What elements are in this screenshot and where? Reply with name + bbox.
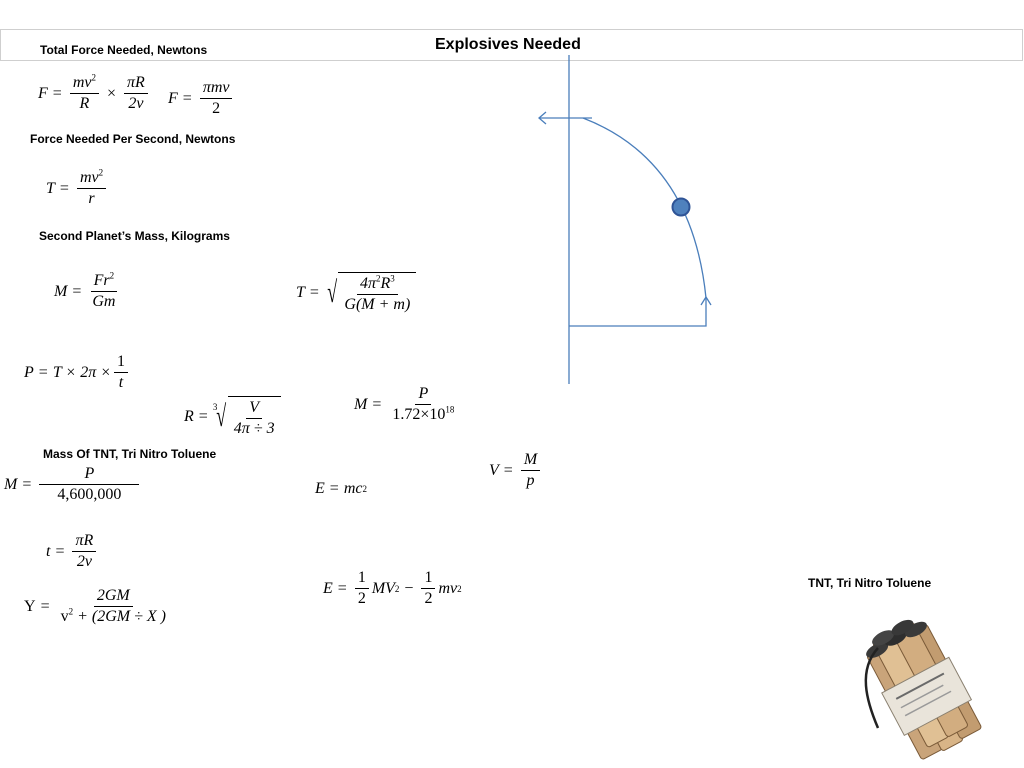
equation-orbital-period: T = √ $\frac{4\pi^2R^3}{G(M + m)}$ — [296, 272, 416, 314]
orbit-arc — [583, 118, 706, 298]
total-force-label: Total Force Needed, Newtons — [40, 43, 208, 57]
equation-kinetic-energy: E = $\frac{1}{2}$ MV 2 − $\frac{1}{2}$ mv 2 — [323, 569, 462, 607]
tangent-arrowhead — [539, 112, 546, 124]
equation-total-force: F = $\frac{mv^2}{R}$ × $\frac{\pi R}{2v}$ — [38, 74, 151, 113]
equation-tnt-mass: M = $\frac{P}{4,600,000}$ — [4, 465, 142, 504]
radius-arrowhead — [701, 297, 711, 305]
equation-radius: R = 3 √ $\frac{V}{4\pi \div 3}$ — [184, 396, 281, 438]
equation-power: P = T × 2π × $\frac{1}{t}$ — [24, 353, 131, 392]
tnt-caption: TNT, Tri Nitro Toluene — [808, 576, 932, 590]
page-title: Explosives Needed — [435, 36, 581, 53]
equation-force-per-second: T = $\frac{mv^2}{r}$ — [46, 169, 109, 208]
equation-y: Y = $\frac{2GM}{v^2 + (2GM \div X )}$ — [24, 587, 166, 625]
equation-total-force-simplified: F = $\frac{\text{πmv}}{2}$ — [168, 79, 235, 118]
equation-time: t = $\frac{\pi R}{2v}$ — [46, 532, 99, 571]
equation-mass-energy: E = mc 2 — [315, 480, 367, 497]
equation-volume: V = $\frac{M}{p}$ — [489, 451, 543, 490]
mass-of-tnt-label: Mass Of TNT, Tri Nitro Toluene — [43, 447, 217, 461]
force-per-second-label: Force Needed Per Second, Newtons — [30, 132, 236, 146]
equation-mass-from-power: M = $\frac{P}{1.72\times 10^{18}}$ — [354, 385, 455, 423]
planet-marker — [673, 199, 690, 216]
equation-planet-mass: M = $\frac{Fr^2}{Gm}$ — [54, 270, 116, 310]
second-planet-mass-label: Second Planet’s Mass, Kilograms — [39, 229, 230, 243]
orbit-radius-line — [569, 298, 706, 326]
